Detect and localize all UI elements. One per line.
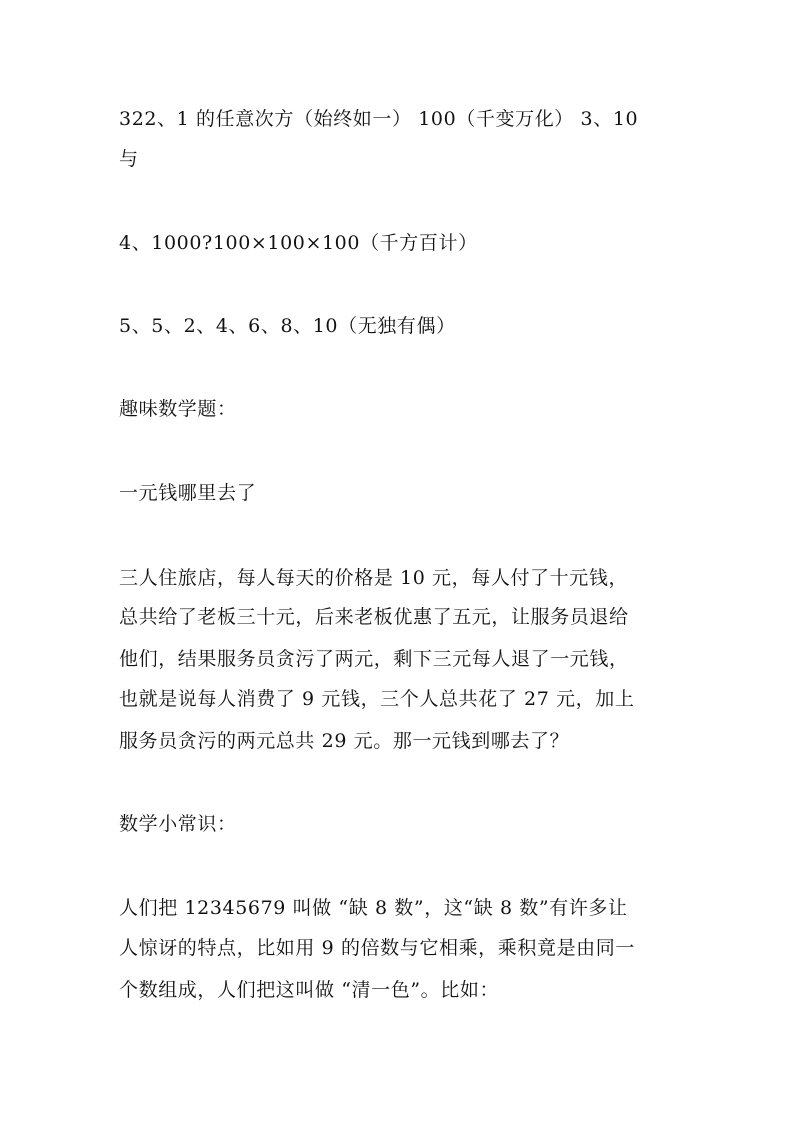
puzzle-text-line-1: 三人住旅店，每人每天的价格是 10 元，每人付了十元钱， — [119, 567, 629, 589]
puzzle-text-line-3: 他们，结果服务员贪污了两元，剩下三元每人退了一元钱， — [119, 648, 629, 670]
idiom-line-3-continued: 与 — [119, 148, 139, 170]
puzzle-text-line-5: 服务员贪污的两元总共 29 元。那一元钱到哪去了？ — [119, 730, 570, 752]
puzzle-text-line-2: 总共给了老板三十元，后来老板优惠了五元，让服务员退给 — [119, 606, 629, 628]
section-heading-math-trivia: 数学小常识： — [119, 813, 237, 835]
trivia-text-line-3: 个数组成，人们把这叫做 “清一色”。比如： — [119, 979, 500, 1001]
trivia-text-line-2: 人惊讶的特点，比如用 9 的倍数与它相乘，乘积竟是由同一 — [119, 937, 635, 959]
idiom-line-5: 5、5、2、4、6、8、10（无独有偶） — [119, 315, 456, 337]
idiom-line-4: 4、1000?100×100×100（千方百计） — [119, 232, 478, 254]
puzzle-text-line-4: 也就是说每人消费了 9 元钱，三个人总共花了 27 元，加上 — [119, 688, 635, 710]
section-heading-fun-math: 趣味数学题： — [119, 398, 237, 420]
idiom-line-3: 322、1 的任意次方（始终如一） 100（千变万化） 3、10 — [119, 108, 639, 130]
trivia-text-line-1: 人们把 12345679 叫做 “缺 8 数”，这“缺 8 数”有许多让 — [119, 897, 628, 919]
puzzle-title: 一元钱哪里去了 — [119, 482, 257, 504]
